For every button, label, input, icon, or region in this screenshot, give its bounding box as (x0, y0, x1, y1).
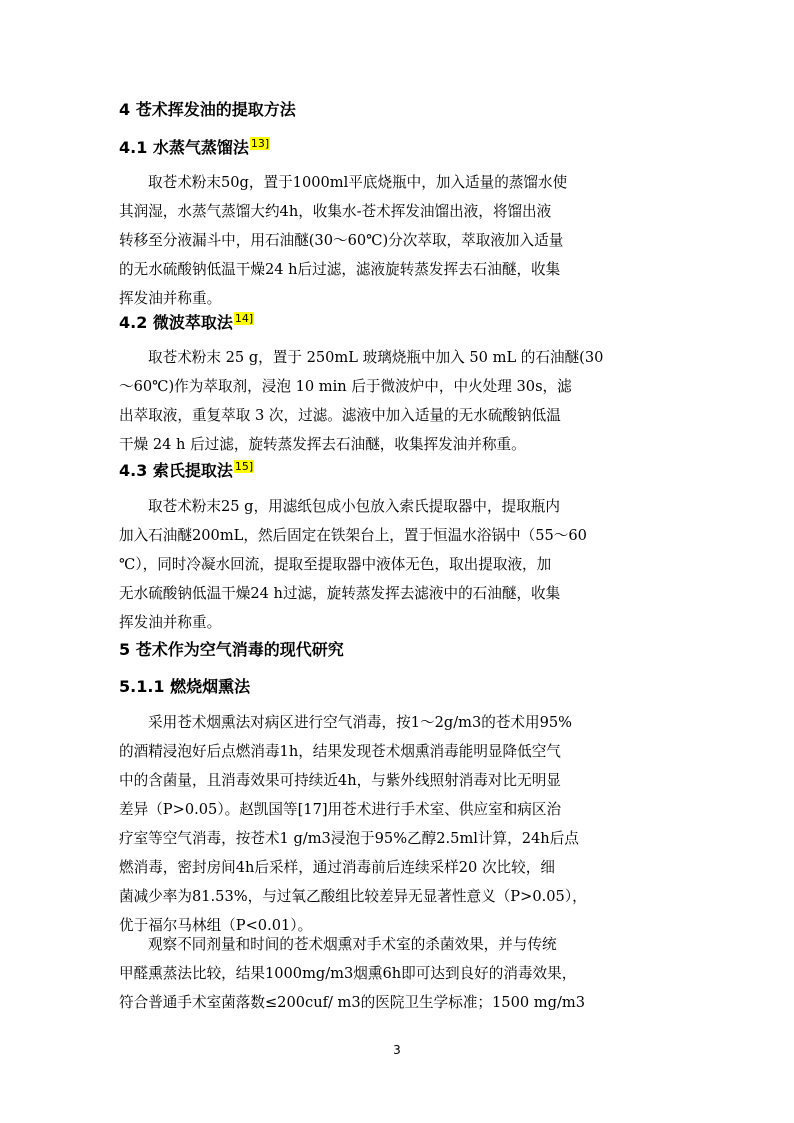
paragraph-line: 差异（P>0.05）。赵凯国等[17]用苍术进行手术室、供应室和病区治 (119, 801, 562, 818)
heading-text: 5 苍术作为空气消毒的现代研究 (119, 640, 344, 659)
section-heading-4-2 (119, 312, 254, 333)
citation-marker[interactable]: 13] (250, 137, 270, 150)
paragraph-line: 疗室等空气消毒，按苍术1 g/m3浸泡于95%乙醇2.5ml计算，24h后点 (119, 830, 579, 847)
paragraph-line: 符合普通手术室菌落数≤200cuf/ m3的医院卫生学标准；1500 mg/m3 (119, 994, 586, 1011)
page-number: 3 (393, 1043, 401, 1057)
heading-text: 4.1 水蒸气蒸馏法 (119, 138, 249, 157)
paragraph-line: 观察不同剂量和时间的苍术烟熏对手术室的杀菌效果，并与传统 (148, 936, 557, 953)
section-heading-5 (119, 640, 344, 660)
paragraph-line: 挥发油并称重。 (119, 614, 222, 631)
paragraph-line: 挥发油并称重。 (119, 290, 222, 307)
heading-text: 5.1.1 燃烧烟熏法 (119, 677, 251, 696)
section-heading-4-3 (119, 460, 254, 481)
heading-text: 4.2 微波萃取法 (119, 313, 233, 332)
paragraph-line: 菌减少率为81.53%，与过氧乙酸组比较差异无显著性意义（P>0.05）， (119, 888, 587, 905)
paragraph-line: 其润湿，水蒸气蒸馏大约4h，收集水-苍术挥发油馏出液，将馏出液 (119, 203, 552, 220)
paragraph-line: 加入石油醚200mL，然后固定在铁架台上，置于恒温水浴锅中（55～60 (119, 527, 587, 544)
paragraph-line: ～60℃)作为萃取剂，浸泡 10 min 后于微波炉中，中火处理 30s，滤 (119, 378, 572, 395)
citation-marker[interactable]: 14] (234, 312, 254, 325)
paragraph-line: 干燥 24 h 后过滤，旋转蒸发挥去石油醚，收集挥发油并称重。 (119, 436, 526, 453)
paragraph-operating-room-study (119, 930, 679, 1017)
paragraph-line: 中的含菌量，且消毒效果可持续近4h，与紫外线照射消毒对比无明显 (119, 772, 561, 789)
paragraph-line: 转移至分液漏斗中，用石油醚(30～60℃)分次萃取，萃取液加入适量 (119, 232, 564, 249)
heading-text: 4 苍术挥发油的提取方法 (119, 100, 296, 119)
paragraph-line: 取苍术粉末 25 g，置于 250mL 玻璃烧瓶中加入 50 mL 的石油醚(30 (148, 349, 604, 366)
section-heading-4 (119, 100, 296, 120)
paragraph-steam-distillation (119, 168, 679, 313)
paragraph-microwave-extraction (119, 343, 679, 459)
paragraph-line: 取苍术粉末50g，置于1000ml平底烧瓶中，加入适量的蒸馏水使 (148, 174, 568, 191)
paragraph-line: 无水硫酸钠低温干燥24 h过滤，旋转蒸发挥去滤液中的石油醚，收集 (119, 585, 561, 602)
heading-text: 4.3 索氏提取法 (119, 461, 233, 480)
paragraph-line: 的酒精浸泡好后点燃消毒1h，结果发现苍术烟熏消毒能明显降低空气 (119, 743, 561, 760)
paragraph-line: 的无水硫酸钠低温干燥24 h后过滤，滤液旋转蒸发挥去石油醚，收集 (119, 261, 561, 278)
section-heading-5-1-1 (119, 677, 250, 697)
paragraph-line: ℃），同时冷凝水回流，提取至提取器中液体无色，取出提取液，加 (119, 556, 552, 573)
paragraph-line: 燃消毒，密封房间4h后采样，通过消毒前后连续采样20 次比较，细 (119, 859, 555, 876)
paragraph-line: 取苍术粉末25 g，用滤纸包成小包放入索氏提取器中，提取瓶内 (148, 498, 560, 515)
paragraph-soxhlet-extraction (119, 492, 679, 637)
paragraph-line: 采用苍术烟熏法对病区进行空气消毒，按1～2g/m3的苍术用95% (148, 714, 573, 731)
citation-marker[interactable]: 15] (234, 460, 254, 473)
paragraph-line: 优于福尔马林组（P<0.01）。 (119, 917, 313, 934)
paragraph-smoke-fumigation (119, 708, 679, 940)
section-heading-4-1 (119, 137, 270, 158)
paragraph-line: 出萃取液，重复萃取 3 次，过滤。滤液中加入适量的无水硫酸钠低温 (119, 407, 561, 424)
paragraph-line: 甲醛熏蒸法比较，结果1000mg/m3烟熏6h即可达到良好的消毒效果， (119, 965, 577, 982)
